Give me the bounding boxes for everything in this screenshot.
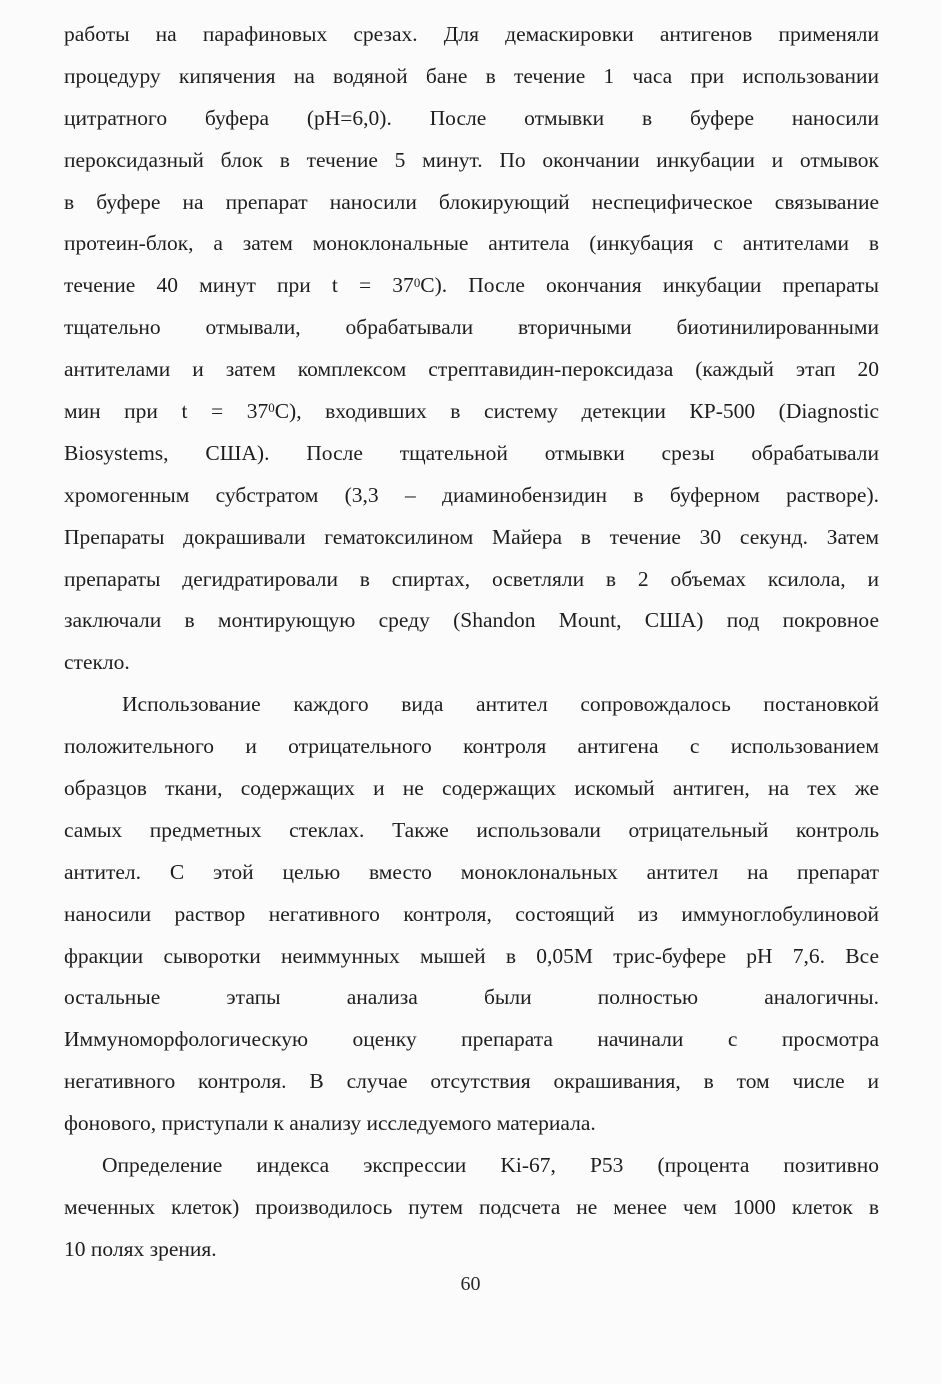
text-line: антителами и затем комплексом стрептавидин-пероксидаза (каждый этап 20 [64,357,879,382]
superscript: 0 [268,401,275,416]
text-line: цитратного буфера (pH=6,0). После отмывки в буфере наносили [64,105,879,130]
text-segment: С), входивших в систему детекции КР-500 (Diagnostic [274,399,879,424]
text-line: Определение индекса экспрессии Ki-67, Р53 (процента позитивно [102,1153,879,1178]
text-line: наносили раствор негативного контроля, состоящий из иммуноглобулиновой [64,901,879,926]
text-line [64,265,879,307]
text-line: в буфере на препарат наносили блокирующий неспецифическое связывание [64,189,879,214]
text-line: Иммуноморфологическую оценку препарата начинали с просмотра [64,1027,879,1052]
text-line: хромогенным субстратом (3,3 – диаминобензидин в буферном растворе). [64,482,879,507]
text-line: процедуру кипячения на водяной бане в течение 1 часа при использовании [64,63,879,88]
text-line: фонового, приступали к анализу исследуемого материала. [64,1111,596,1136]
document-page [64,14,879,1271]
text-line: стекло. [64,650,130,675]
text-line: положительного и отрицательного контроля антигена с использованием [64,734,879,759]
text-segment: С). После окончания инкубации препараты [420,273,880,298]
text-line: 10 полях зрения. [64,1236,217,1261]
text-line: Biosystems, США). После тщательной отмывки срезы обрабатывали [64,440,879,465]
text-line: протеин-блок, а затем моноклональные антитела (инкубация с антителами в [64,231,879,256]
text-line [64,391,879,433]
text-line: меченных клеток) производилось путем подсчета не менее чем 1000 клеток в [64,1194,879,1219]
text-line: пероксидазный блок в течение 5 минут. По окончании инкубации и отмывок [64,147,879,172]
text-line: фракции сыворотки неиммунных мышей в 0,05М трис-буфере pH 7,6. Все [64,943,879,968]
text-line: образцов ткани, содержащих и не содержащих искомый антиген, на тех же [64,776,879,801]
text-line: Препараты докрашивали гематоксилином Майера в течение 30 секунд. Затем [64,524,879,549]
text-line: антител. С этой целью вместо моноклональных антител на препарат [64,859,879,884]
text-line: препараты дегидратировали в спиртах, осветляли в 2 объемах ксилола, и [64,566,879,591]
text-segment: течение 40 минут при t = 37 [64,273,414,298]
text-line: негативного контроля. В случае отсутствия окрашивания, в том числе и [64,1069,879,1094]
paragraph-controls [64,684,879,1145]
superscript: 0 [413,275,421,290]
text-line: работы на парафиновых срезах. Для демаскировки антигенов применяли [64,22,879,46]
text-line: тщательно отмывали, обрабатывали вторичными биотинилированными [64,315,879,340]
paragraph-index-calculation [64,1145,879,1271]
page-number: 60 [460,1273,481,1295]
text-line: самых предметных стеклах. Также использовали отрицательный контроль [64,817,879,842]
text-segment: мин при t = 37 [64,399,269,424]
text-line: Использование каждого вида антител сопровождалось постановкой [122,692,879,717]
paragraph-protocol [64,14,879,684]
text-line: заключали в монтирующую среду (Shandon Mount, США) под покровное [64,608,879,633]
text-line: остальные этапы анализа были полностью аналогичны. [64,985,879,1010]
